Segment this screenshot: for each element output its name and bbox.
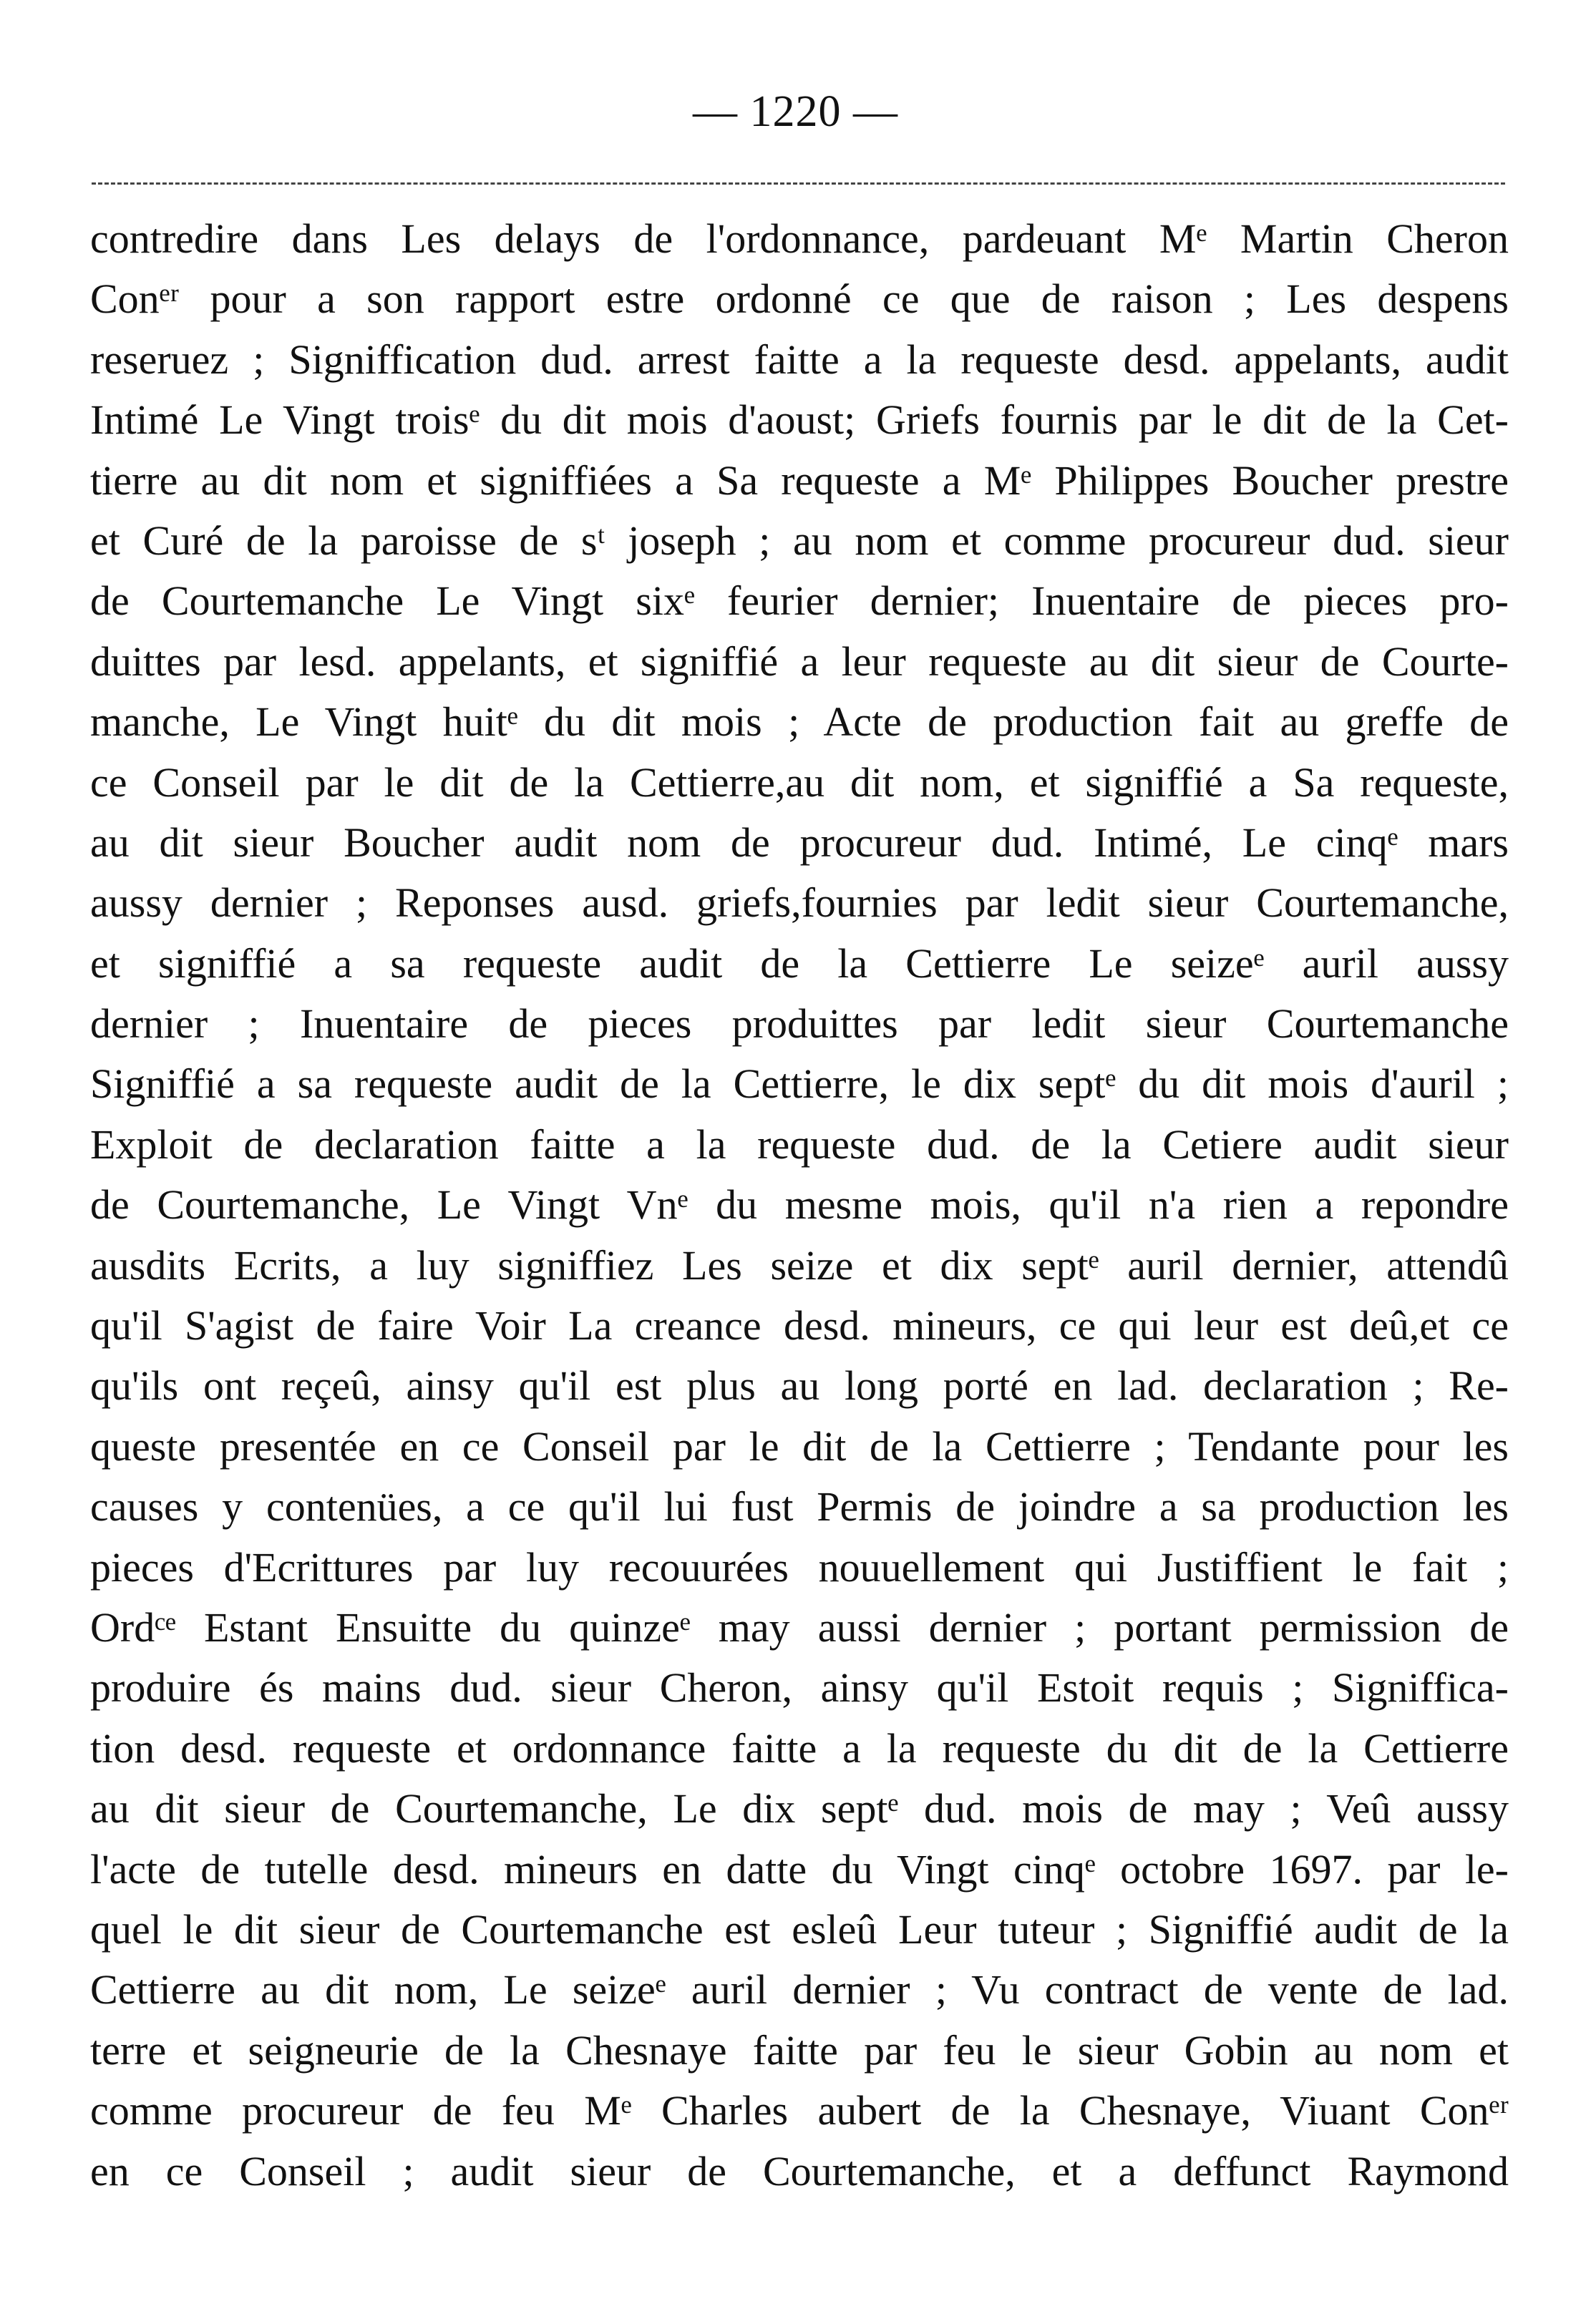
text-line: qu'ils ont reçeû, ainsy qu'il est plus au long porté en lad. declaration ; Re- [90, 1362, 1509, 1410]
text-line: quel le dit sieur de Courtemanche est esleû Leur tuteur ; Signiffié audit de la [90, 1905, 1509, 1953]
text-line: reseruez ; Signiffication dud. arrest faitte a la requeste desd. appelants, audit [90, 336, 1509, 383]
page-number: — 1220 — [693, 87, 898, 136]
text-line: Ordᶜᵉ Estant Ensuitte du quinzeᵉ may aussi dernier ; portant permission de [90, 1603, 1509, 1651]
text-line: dernier ; Inuentaire de pieces produittes par ledit sieur Courtemanche [90, 1000, 1509, 1048]
text-line: aussy dernier ; Reponses ausd. griefs,fournies par ledit sieur Courtemanche, [90, 879, 1509, 927]
text-line: et signiffié a sa requeste audit de la Cettierre Le seizeᵉ auril aussy [90, 939, 1509, 987]
text-line: ausdits Ecrits, a luy signiffiez Les seize et dix septᵉ auril dernier, attendû [90, 1241, 1509, 1289]
text-line: contredire dans Les delays de l'ordonnance, pardeuant Mᵉ Martin Cheron [90, 215, 1509, 262]
text-line: en ce Conseil ; audit sieur de Courtemanche, et a deffunct Raymond [90, 2147, 1509, 2194]
text-line: tierre au dit nom et signiffiées a Sa requeste a Mᵉ Philippes Boucher prestre [90, 456, 1509, 504]
text-line: Intimé Le Vingt troisᵉ du dit mois d'aoust; Griefs fournis par le dit de la Cet- [90, 396, 1509, 444]
text-line: terre et seigneurie de la Chesnaye faitte par feu le sieur Gobin au nom et [90, 2026, 1509, 2074]
text-line: au dit sieur de Courtemanche, Le dix septᵉ dud. mois de may ; Veû aussy [90, 1785, 1509, 1832]
text-line: manche, Le Vingt huitᵉ du dit mois ; Acte de production fait au greffe de [90, 698, 1509, 746]
text-line: et Curé de la paroisse de sᵗ joseph ; au nom et comme procureur dud. sieur [90, 517, 1509, 564]
text-line: Signiffié a sa requeste audit de la Cettierre, le dix septᵉ du dit mois d'auril ; [90, 1060, 1509, 1108]
text-line: qu'il S'agist de faire Voir La creance desd. mineurs, ce qui leur est deû,et ce [90, 1302, 1509, 1349]
text-line: Cettierre au dit nom, Le seizeᵉ auril dernier ; Vu contract de vente de lad. [90, 1966, 1509, 2013]
text-line: pieces d'Ecrittures par luy recouurées nouuellement qui Justiffient le fait ; [90, 1543, 1509, 1591]
text-line: ce Conseil par le dit de la Cettierre,au dit nom, et signiffié a Sa requeste, [90, 758, 1509, 806]
text-line: duittes par lesd. appelants, et signiffié a leur requeste au dit sieur de Courte- [90, 638, 1509, 685]
text-line: de Courtemanche Le Vingt sixᵉ feurier dernier; Inuentaire de pieces pro- [90, 577, 1509, 625]
body-text [90, 209, 1509, 2202]
header-rule [92, 182, 1505, 185]
text-line: de Courtemanche, Le Vingt Vnᵉ du mesme mois, qu'il n'a rien a repondre [90, 1181, 1509, 1229]
text-line: Conᵉʳ pour a son rapport estre ordonné ce que de raison ; Les despens [90, 275, 1509, 323]
text-line: tion desd. requeste et ordonnance faitte a la requeste du dit de la Cettierre [90, 1724, 1509, 1772]
text-line: causes y contenües, a ce qu'il lui fust Permis de joindre a sa production les [90, 1483, 1509, 1530]
text-line: au dit sieur Boucher audit nom de procureur dud. Intimé, Le cinqᵉ mars [90, 819, 1509, 866]
text-line: comme procureur de feu Mᵉ Charles aubert de la Chesnaye, Viuant Conᵉʳ [90, 2087, 1509, 2134]
text-line: Exploit de declaration faitte a la requeste dud. de la Cetiere audit sieur [90, 1120, 1509, 1168]
text-line: produire és mains dud. sieur Cheron, ainsy qu'il Estoit requis ; Signiffica- [90, 1664, 1509, 1712]
text-line: queste presentée en ce Conseil par le dit de la Cettierre ; Tendante pour les [90, 1422, 1509, 1470]
text-line: l'acte de tutelle desd. mineurs en datte du Vingt cinqᵉ octobre 1697. par le- [90, 1845, 1509, 1893]
